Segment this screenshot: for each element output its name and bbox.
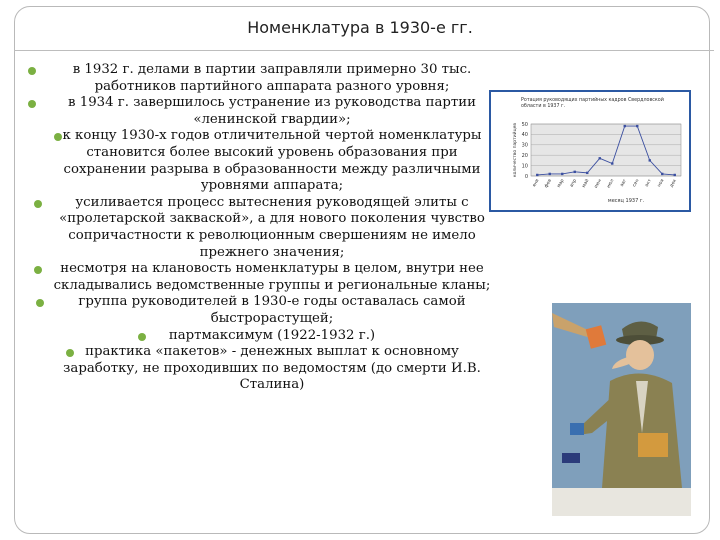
chart-data-point — [624, 125, 626, 127]
bullet-dot-icon — [138, 333, 146, 341]
chart-plot-area — [531, 124, 681, 176]
bullet-text: партмаксимум (1922-1932 г.) — [168, 327, 376, 343]
chart-x-tick-label: авг — [619, 178, 628, 188]
chart-x-tick-label: окт — [644, 178, 653, 189]
rotation-chart — [489, 90, 691, 212]
chart-y-tick-label: 20 — [521, 153, 528, 159]
chart-x-tick-label: июл — [606, 178, 616, 190]
bullet-item — [26, 294, 496, 327]
bullet-item — [26, 195, 496, 261]
chart-data-point — [674, 174, 676, 176]
chart-data-point — [586, 172, 588, 174]
bullet-dot-icon — [54, 133, 62, 141]
bullet-item — [26, 344, 496, 394]
bullet-text: в 1932 г. делами в партии заправляли примерно 30 тыс. работников партийного аппарата разного уровня; — [72, 62, 472, 94]
bullet-text: к концу 1930-х годов отличительной чертой номенклатуры становится более высокий уровень образования при сохранении разрыва в образованности между различными уровнями аппарата; — [62, 128, 482, 194]
chart-y-tick-label: 30 — [521, 142, 528, 149]
bullet-dot-icon — [36, 299, 44, 307]
chart-data-point — [574, 171, 576, 173]
bullet-text: несмотря на клановость номенклатуры в целом, внутри нее складывались ведомственные группы и региональные кланы; — [53, 261, 491, 293]
bullet-dot-icon — [28, 100, 36, 108]
bullet-dot-icon — [34, 266, 42, 274]
bullet-text: группа руководителей в 1930-е годы оставалась самой быстрорастущей; — [78, 294, 466, 326]
chart-y-tick-label: 0 — [524, 173, 528, 180]
chart-data-point — [611, 162, 613, 164]
bullet-item — [26, 328, 496, 345]
chart-data-point — [649, 159, 651, 161]
chart-x-tick-label: фев — [544, 178, 553, 190]
chart-y-axis-label: количество партийцев — [513, 122, 518, 178]
chart-y-tick-label: 50 — [521, 121, 528, 128]
chart-y-tick-label: 40 — [521, 132, 528, 139]
chart-x-axis-label: месяц 1937 г. — [607, 198, 645, 204]
bullet-dot-icon — [34, 200, 42, 208]
chart-x-tick-label: дек — [669, 178, 678, 189]
slide-title: Номенклатура в 1930-е гг. — [247, 18, 473, 37]
chart-x-tick-label: ноя — [656, 178, 666, 189]
chart-title: Ротация руководящих партийных кадров Свердловской области в 1937 г. — [521, 98, 664, 109]
chart-plot — [491, 92, 689, 210]
chart-x-tick-label: май — [581, 178, 591, 189]
bullet-item — [26, 128, 496, 194]
caricature-poster — [552, 303, 691, 516]
chart-data-point — [636, 125, 638, 127]
bullet-dot-icon — [66, 349, 74, 357]
chart-data-point — [661, 173, 663, 175]
chart-x-tick-label: сен — [632, 178, 641, 189]
chart-x-tick-label: мар — [556, 178, 566, 189]
bullet-text: в 1934 г. завершилось устранение из руководства партии «ленинской гвардии»; — [68, 95, 476, 127]
bullet-item — [26, 261, 496, 294]
chart-data-point — [561, 173, 563, 175]
bullet-text: практика «пакетов» - денежных выплат к основному заработку, не проходивших по ведомостям (до смерти И.В. Сталина) — [63, 344, 481, 393]
chart-data-point — [536, 174, 538, 176]
bullet-text: усиливается процесс вытеснения руководящей элиты с «пролетарской закваской», а для нового поколения чувство сопричастности к революционным свершениям не имело прежнего значения; — [59, 194, 485, 260]
bullet-dot-icon — [28, 67, 36, 75]
chart-y-tick-label: 10 — [521, 163, 528, 170]
bullet-item — [26, 62, 496, 95]
chart-data-point — [549, 173, 551, 175]
chart-x-tick-label: июн — [593, 178, 603, 190]
chart-x-tick-label: апр — [569, 178, 578, 189]
bullet-item — [26, 95, 496, 128]
chart-data-point — [599, 157, 601, 159]
chart-x-tick-label: янв — [531, 178, 541, 189]
title-divider — [14, 50, 714, 51]
bullet-list — [26, 62, 496, 394]
poster-illustration — [552, 303, 691, 516]
